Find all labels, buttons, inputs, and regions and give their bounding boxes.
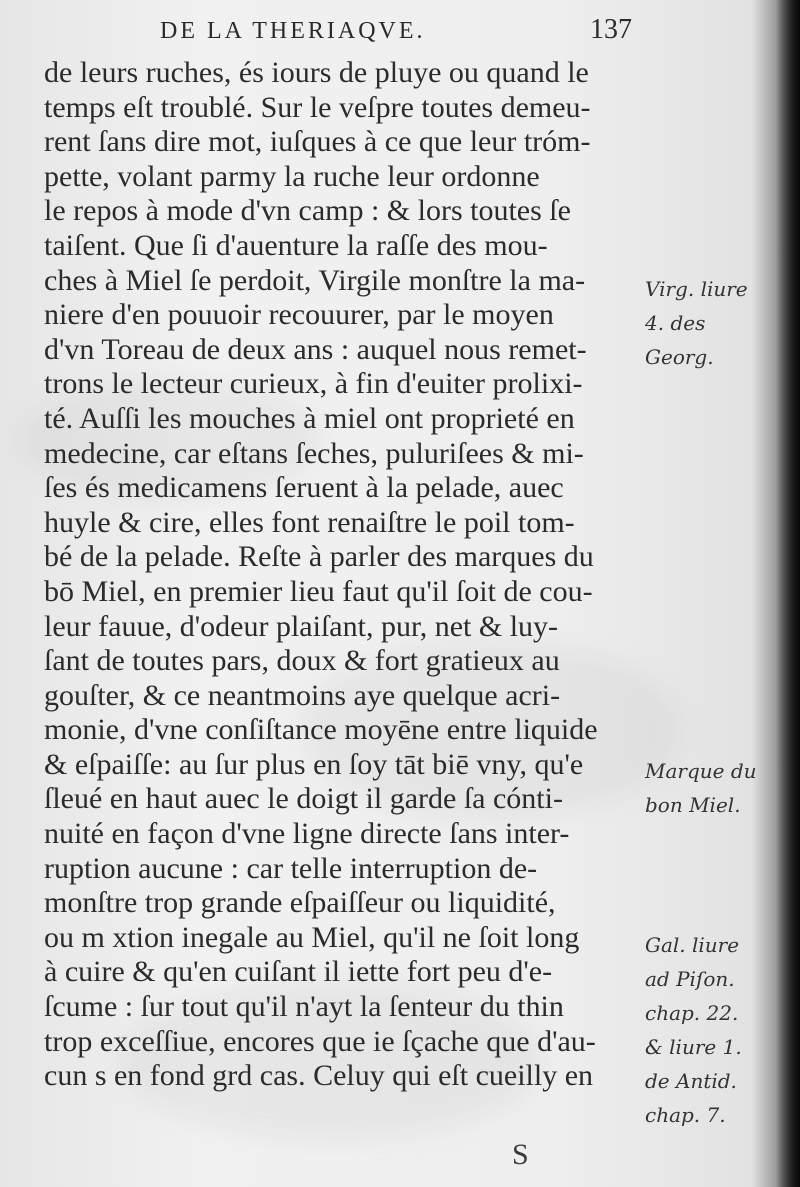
text-line: medecine, car eſtans ſeches, puluriſees & mi- <box>44 436 584 470</box>
text-line: monſtre trop grande eſpaiſſeur ou liquidité, <box>44 886 556 920</box>
text-line: rent ſans dire mot, iuſques à ce que leur tróm- <box>44 125 591 159</box>
signature-mark: S <box>512 1138 529 1171</box>
margin-note-line: Virg. liure <box>645 277 748 301</box>
text-line: cun s en fond grd cas. Celuy qui eſt cueilly en <box>44 1059 594 1093</box>
text-line: gouſter, & ce neantmoins aye quelque acri- <box>44 678 561 712</box>
text-line: taiſent. Que ſi d'auenture la raſſe des mou- <box>44 228 548 262</box>
text-line: ſant de toutes pars, doux & fort gratieux au <box>44 644 560 678</box>
margin-note-line: Georg. <box>645 345 714 369</box>
margin-note-marque <box>645 754 757 822</box>
margin-note-line: Gal. liure <box>645 933 740 957</box>
text-line: ruption aucune : car telle interruption de- <box>44 851 538 885</box>
text-line: nuité en façon d'vne ligne directe ſans inter- <box>44 817 570 851</box>
text-line: pette, volant parmy la ruche leur ordonne <box>44 159 540 193</box>
text-line: bō Miel, en premier lieu faut qu'il ſoit de cou- <box>44 574 593 608</box>
text-line: ſes és medicamens ſeruent à la pelade, auec <box>44 471 564 505</box>
text-line: le repos à mode d'vn camp : & lors toutes ſe <box>44 194 571 228</box>
margin-note-virgil <box>645 272 748 374</box>
margin-note-line: chap. 7. <box>645 1103 726 1127</box>
text-line: bé de la pelade. Reſte à parler des marques du <box>44 540 594 574</box>
text-line: ches à Miel ſe perdoit, Virgile monſtre la ma- <box>44 263 586 297</box>
margin-note-line: & liure 1. <box>645 1035 742 1059</box>
margin-note-line: 4. des <box>645 311 706 335</box>
margin-note-line: Marque du <box>645 759 757 783</box>
text-line: ſleué en haut auec le doigt il garde ſa cónti- <box>44 782 563 816</box>
text-line: de leurs ruches, és iours de pluye ou quand le <box>44 56 589 89</box>
text-line: niere d'en pouuoir recouurer, par le moyen <box>44 298 554 332</box>
body-text <box>44 56 644 1094</box>
margin-note-line: de Antid. <box>645 1069 737 1093</box>
text-line: & eſpaiſſe: au ſur plus en ſoy tāt biē vny, qu'e <box>44 747 584 781</box>
text-line: d'vn Toreau de deux ans : auquel nous remet- <box>44 332 587 366</box>
text-line: ſcume : ſur tout qu'il n'ayt la ſenteur du thin <box>44 990 564 1024</box>
text-line: à cuire & qu'en cuiſant il iette fort peu d'e- <box>44 955 553 989</box>
margin-note-galen <box>645 928 742 1132</box>
margin-note-line: bon Miel. <box>645 793 741 817</box>
text-line: temps eſt troublé. Sur le veſpre toutes demeu- <box>44 90 591 124</box>
text-line: ou m xtion inegale au Miel, qu'il ne ſoit long <box>44 920 580 954</box>
text-line: huyle & cire, elles font renaiſtre le poil tom- <box>44 505 575 539</box>
text-line: leur fauue, d'odeur plaiſant, pur, net & luy- <box>44 609 559 643</box>
page-edge-shadow <box>776 0 800 1187</box>
text-line: trop exceſſiue, encores que ie ſçache que d'au- <box>44 1024 596 1058</box>
running-title: DE LA THERIAQVE. <box>160 18 426 44</box>
text-line: monie, d'vne conſiſtance moyēne entre liquide <box>44 713 598 747</box>
margin-note-line: ad Piſon. <box>645 967 735 991</box>
text-line: té. Auſſi les mouches à miel ont proprieté en <box>44 401 575 435</box>
page-number: 137 <box>590 14 632 45</box>
text-line: trons le lecteur curieux, à fin d'euiter prolixi- <box>44 367 583 401</box>
margin-note-line: chap. 22. <box>645 1001 739 1025</box>
